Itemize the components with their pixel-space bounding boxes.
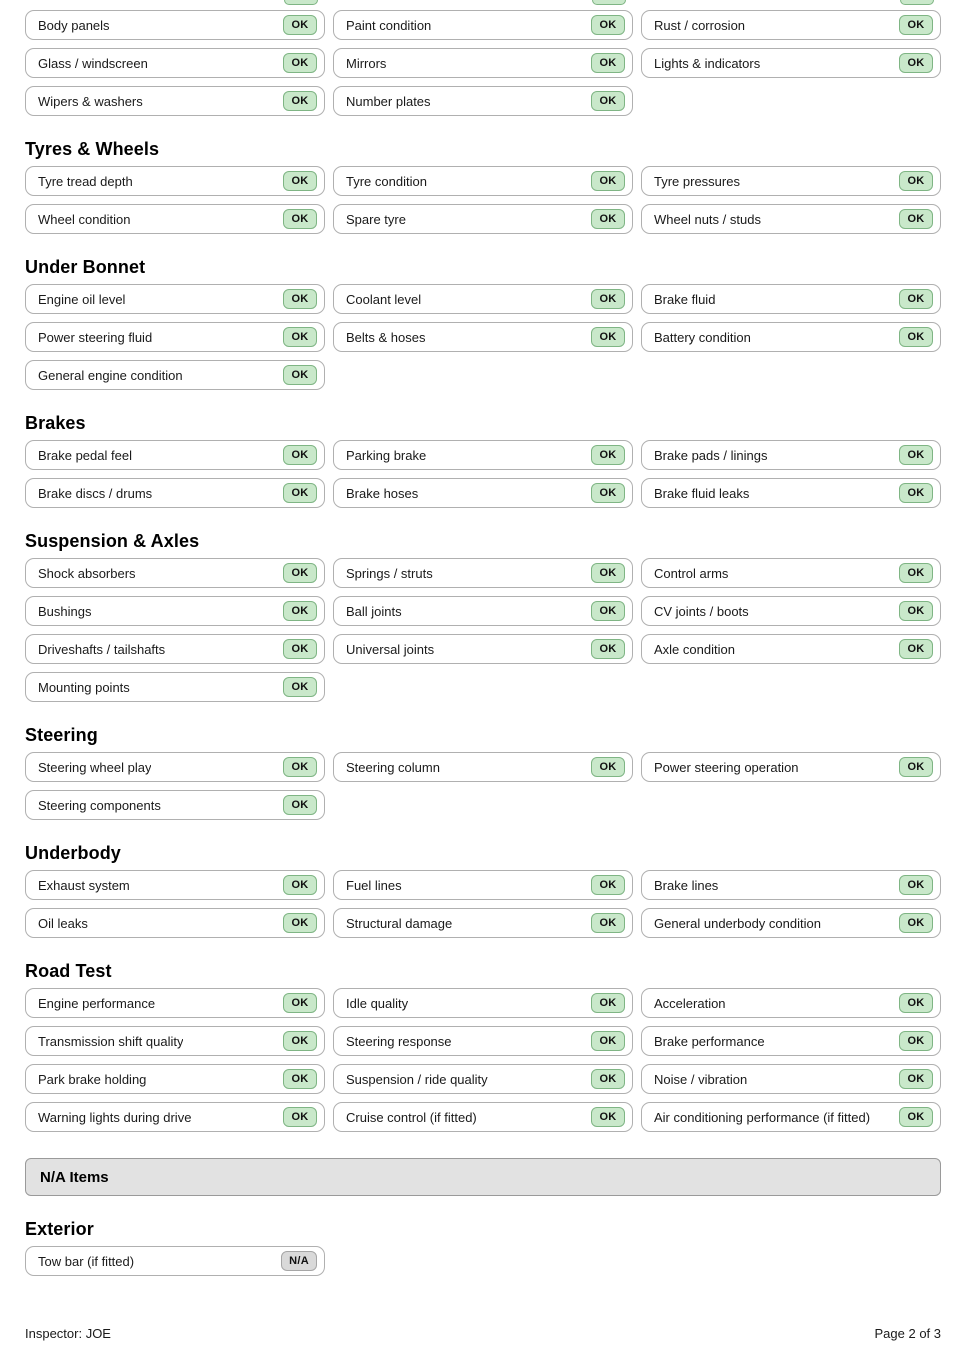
checklist-item xyxy=(641,48,941,78)
status-badge: OK xyxy=(899,639,933,659)
checklist-item xyxy=(641,440,941,470)
checklist-item xyxy=(25,596,325,626)
checklist-item xyxy=(333,634,633,664)
item-label: Cruise control (if fitted) xyxy=(346,1109,477,1125)
item-label: Oil leaks xyxy=(38,915,88,931)
status-badge: OK xyxy=(591,1107,625,1127)
status-badge: OK xyxy=(591,1069,625,1089)
status-badge: OK xyxy=(591,639,625,659)
item-label: Warning lights during drive xyxy=(38,1109,192,1125)
status-badge: OK xyxy=(283,327,317,347)
item-label: Steering response xyxy=(346,1033,452,1049)
item-label: Brake pedal feel xyxy=(38,447,132,463)
item-label: Number plates xyxy=(346,93,431,109)
status-badge: OK xyxy=(283,601,317,621)
item-label: Glass / windscreen xyxy=(38,55,148,71)
checklist-item xyxy=(333,752,633,782)
checklist-item xyxy=(25,790,325,820)
item-label: Brake discs / drums xyxy=(38,485,153,501)
checklist-item xyxy=(641,322,941,352)
status-badge: OK xyxy=(899,875,933,895)
status-badge: OK xyxy=(591,601,625,621)
status-badge: OK xyxy=(591,209,625,229)
status-badge: OK xyxy=(283,757,317,777)
checklist-item xyxy=(25,478,325,508)
section-heading: Suspension & Axles xyxy=(25,531,200,551)
cutoff-ok-badge xyxy=(900,0,934,5)
status-badge: OK xyxy=(283,91,317,111)
item-label: Tyre pressures xyxy=(654,173,740,189)
checklist-item xyxy=(25,10,325,40)
checklist-item xyxy=(333,1026,633,1056)
ok-items-checklist xyxy=(25,10,941,1132)
item-label: Wheel condition xyxy=(38,211,131,227)
status-badge: OK xyxy=(591,289,625,309)
item-label: Axle condition xyxy=(654,641,735,657)
status-badge: OK xyxy=(591,327,625,347)
item-label: Tow bar (if fitted) xyxy=(38,1253,135,1269)
status-badge: OK xyxy=(283,171,317,191)
status-badge: OK xyxy=(283,677,317,697)
page-footer xyxy=(25,1326,941,1341)
status-badge: OK xyxy=(899,209,933,229)
status-badge: OK xyxy=(283,1031,317,1051)
section-grid xyxy=(25,1246,941,1276)
na-items-section-header xyxy=(25,1158,941,1196)
status-badge: OK xyxy=(591,91,625,111)
checklist-item xyxy=(333,10,633,40)
cutoff-ok-badge xyxy=(592,0,626,5)
section-heading: Road Test xyxy=(25,961,112,981)
item-label: Acceleration xyxy=(654,995,726,1011)
item-label: Idle quality xyxy=(346,995,409,1011)
status-badge: OK xyxy=(899,53,933,73)
checklist-item xyxy=(25,1064,325,1094)
inspector-name: Inspector: JOE xyxy=(25,1326,111,1341)
checklist-item xyxy=(641,204,941,234)
checklist-item xyxy=(25,166,325,196)
section-grid xyxy=(25,752,941,820)
item-label: Coolant level xyxy=(346,291,422,307)
checklist-item xyxy=(333,166,633,196)
checklist-item xyxy=(333,988,633,1018)
item-label: Tyre tread depth xyxy=(38,173,133,189)
status-badge: OK xyxy=(899,15,933,35)
item-label: Structural damage xyxy=(346,915,453,931)
status-badge: OK xyxy=(899,913,933,933)
cutoff-ok-badge xyxy=(284,0,318,5)
status-badge: OK xyxy=(899,445,933,465)
checklist-item xyxy=(641,988,941,1018)
checklist-item xyxy=(333,558,633,588)
status-badge: OK xyxy=(591,445,625,465)
checklist-item xyxy=(641,1102,941,1132)
checklist-item xyxy=(641,284,941,314)
status-badge: OK xyxy=(591,757,625,777)
section-heading: Tyres & Wheels xyxy=(25,139,160,159)
item-label: Bushings xyxy=(38,603,92,619)
checklist-item xyxy=(333,1064,633,1094)
checklist-item xyxy=(25,284,325,314)
item-label: Springs / struts xyxy=(346,565,433,581)
item-label: Belts & hoses xyxy=(346,329,426,345)
status-badge: OK xyxy=(591,563,625,583)
item-label: Wheel nuts / studs xyxy=(654,211,761,227)
status-badge: OK xyxy=(283,563,317,583)
item-label: Universal joints xyxy=(346,641,435,657)
checklist-item xyxy=(333,478,633,508)
status-badge: OK xyxy=(899,289,933,309)
status-badge: OK xyxy=(899,601,933,621)
checklist-item xyxy=(641,596,941,626)
na-items-section-title: N/A Items xyxy=(40,1168,109,1186)
item-label: Parking brake xyxy=(346,447,427,463)
status-badge: OK xyxy=(899,993,933,1013)
item-label: General engine condition xyxy=(38,367,183,383)
status-badge: OK xyxy=(899,1069,933,1089)
item-label: Power steering operation xyxy=(654,759,799,775)
item-label: Paint condition xyxy=(346,17,432,33)
item-label: Brake hoses xyxy=(346,485,419,501)
item-label: Body panels xyxy=(38,17,110,33)
item-label: Control arms xyxy=(654,565,729,581)
section-heading: Underbody xyxy=(25,843,121,863)
section-grid xyxy=(25,440,941,508)
section-grid xyxy=(25,988,941,1132)
status-badge: OK xyxy=(899,563,933,583)
status-badge: OK xyxy=(899,1107,933,1127)
checklist-item xyxy=(25,908,325,938)
status-badge: OK xyxy=(591,171,625,191)
checklist-item xyxy=(333,322,633,352)
item-label: CV joints / boots xyxy=(654,603,749,619)
checklist-item xyxy=(641,1064,941,1094)
status-badge: OK xyxy=(283,15,317,35)
checklist-item xyxy=(641,166,941,196)
item-label: Brake performance xyxy=(654,1033,765,1049)
item-label: Battery condition xyxy=(654,329,751,345)
status-badge: OK xyxy=(283,639,317,659)
item-label: Suspension / ride quality xyxy=(346,1071,488,1087)
item-label: Rust / corrosion xyxy=(654,17,746,33)
checklist-item xyxy=(25,634,325,664)
status-badge: OK xyxy=(283,445,317,465)
status-badge: OK xyxy=(283,53,317,73)
status-badge: OK xyxy=(899,327,933,347)
checklist-item xyxy=(25,672,325,702)
item-label: General underbody condition xyxy=(654,915,821,931)
item-label: Power steering fluid xyxy=(38,329,153,345)
item-label: Air conditioning performance (if fitted) xyxy=(654,1109,871,1125)
section-heading: Brakes xyxy=(25,413,86,433)
item-label: Steering wheel play xyxy=(38,759,152,775)
item-label: Shock absorbers xyxy=(38,565,136,581)
status-badge: OK xyxy=(283,993,317,1013)
status-badge: OK xyxy=(283,209,317,229)
status-badge: OK xyxy=(283,483,317,503)
checklist-item xyxy=(641,634,941,664)
checklist-item xyxy=(25,440,325,470)
page-number: Page 2 of 3 xyxy=(874,1326,941,1341)
item-label: Driveshafts / tailshafts xyxy=(38,641,166,657)
item-label: Spare tyre xyxy=(346,211,406,227)
checklist-item xyxy=(25,988,325,1018)
checklist-item xyxy=(641,478,941,508)
status-badge: OK xyxy=(899,757,933,777)
checklist-item xyxy=(25,870,325,900)
checklist-item xyxy=(25,1246,325,1276)
checklist-item xyxy=(25,204,325,234)
checklist-item xyxy=(25,48,325,78)
status-badge: OK xyxy=(591,993,625,1013)
status-badge: OK xyxy=(591,875,625,895)
checklist-item xyxy=(333,284,633,314)
status-badge: OK xyxy=(283,795,317,815)
item-label: Brake fluid xyxy=(654,291,716,307)
item-label: Brake fluid leaks xyxy=(654,485,750,501)
section-grid xyxy=(25,166,941,234)
status-badge: OK xyxy=(283,913,317,933)
section-heading: Exterior xyxy=(25,1219,94,1239)
item-label: Noise / vibration xyxy=(654,1071,748,1087)
status-badge: OK xyxy=(899,171,933,191)
item-label: Fuel lines xyxy=(346,877,402,893)
item-label: Mirrors xyxy=(346,55,387,71)
item-label: Steering column xyxy=(346,759,440,775)
checklist-item xyxy=(641,752,941,782)
checklist-item xyxy=(25,1102,325,1132)
item-label: Exhaust system xyxy=(38,877,130,893)
status-badge: OK xyxy=(283,1107,317,1127)
checklist-item xyxy=(641,1026,941,1056)
checklist-item xyxy=(333,1102,633,1132)
checklist-item xyxy=(25,558,325,588)
section-grid xyxy=(25,10,941,116)
item-label: Steering components xyxy=(38,797,161,813)
item-label: Ball joints xyxy=(346,603,402,619)
status-badge: OK xyxy=(283,875,317,895)
checklist-item xyxy=(641,870,941,900)
checklist-item xyxy=(333,440,633,470)
section-grid xyxy=(25,284,941,390)
item-label: Wipers & washers xyxy=(38,93,143,109)
section-grid xyxy=(25,558,941,702)
section-heading: Under Bonnet xyxy=(25,257,146,277)
section-grid xyxy=(25,870,941,938)
item-label: Brake lines xyxy=(654,877,719,893)
checklist-item xyxy=(25,360,325,390)
item-label: Tyre condition xyxy=(346,173,427,189)
status-badge: OK xyxy=(899,483,933,503)
status-badge: OK xyxy=(591,15,625,35)
status-badge: OK xyxy=(591,1031,625,1051)
status-badge: OK xyxy=(283,1069,317,1089)
item-label: Mounting points xyxy=(38,679,130,695)
checklist-item xyxy=(333,870,633,900)
item-label: Engine performance xyxy=(38,995,156,1011)
checklist-item xyxy=(333,86,633,116)
status-badge: OK xyxy=(591,483,625,503)
item-label: Park brake holding xyxy=(38,1071,147,1087)
status-badge: N/A xyxy=(281,1251,317,1271)
checklist-item xyxy=(641,558,941,588)
status-badge: OK xyxy=(283,365,317,385)
checklist-item xyxy=(641,10,941,40)
item-label: Brake pads / linings xyxy=(654,447,768,463)
checklist-item xyxy=(25,322,325,352)
checklist-item xyxy=(25,86,325,116)
checklist-item xyxy=(333,596,633,626)
checklist-item xyxy=(641,908,941,938)
checklist-item xyxy=(333,204,633,234)
checklist-item xyxy=(333,48,633,78)
status-badge: OK xyxy=(591,913,625,933)
item-label: Lights & indicators xyxy=(654,55,761,71)
status-badge: OK xyxy=(283,289,317,309)
checklist-item xyxy=(333,908,633,938)
checklist-item xyxy=(25,752,325,782)
checklist-item xyxy=(25,1026,325,1056)
section-heading: Steering xyxy=(25,725,98,745)
item-label: Engine oil level xyxy=(38,291,126,307)
na-items-checklist xyxy=(25,1220,941,1276)
status-badge: OK xyxy=(899,1031,933,1051)
item-label: Transmission shift quality xyxy=(38,1033,184,1049)
status-badge: OK xyxy=(591,53,625,73)
